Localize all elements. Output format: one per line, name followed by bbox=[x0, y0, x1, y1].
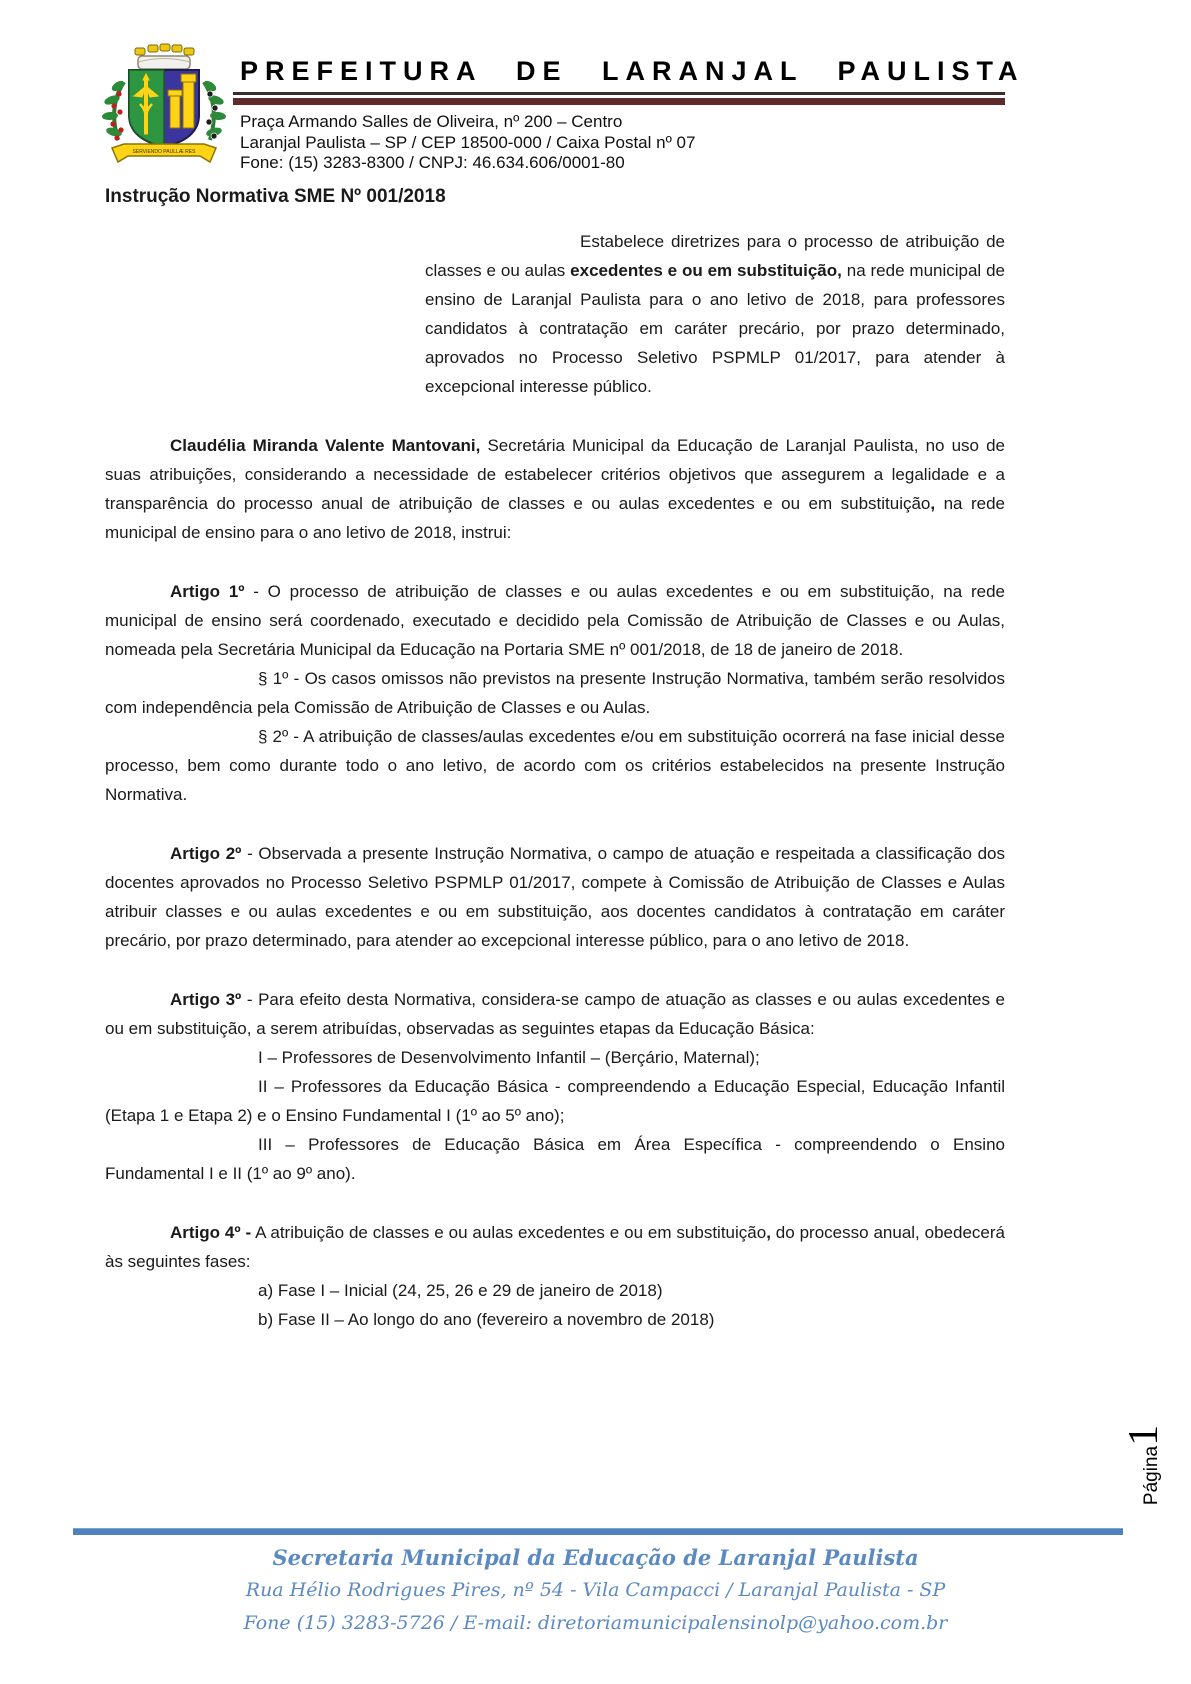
address-line: Praça Armando Salles de Oliveira, nº 200 – Centro bbox=[240, 112, 623, 131]
page-number bbox=[1120, 1409, 1166, 1521]
footer-contact: Fone (15) 3283-5726 / E-mail: diretoriamunicipalensinolp@yahoo.com.br bbox=[243, 1612, 948, 1634]
article-4-fase-a: a) Fase I – Inicial (24, 25, 26 e 29 de janeiro de 2018) bbox=[258, 1281, 663, 1300]
article-3-paragraph: Artigo 3º - Para efeito desta Normativa, considera-se campo de atuação as classes e ou aulas excedentes e ou em substituição, a serem atribuídas, observadas as seguintes etapas da Educação Básica: bbox=[105, 990, 1006, 1038]
municipality-title: PREFEITURA DE LARANJAL PAULISTA bbox=[240, 56, 1025, 86]
crest-crown bbox=[135, 44, 194, 69]
page-number-value: 1 bbox=[1121, 1424, 1167, 1446]
crest-branch-right bbox=[202, 79, 226, 140]
document-title: Instrução Normativa SME Nº 001/2018 bbox=[105, 186, 446, 207]
preamble-paragraph: Claudélia Miranda Valente Mantovani, Secretária Municipal da Educação de Laranjal Paulista, no uso de suas atribuições, considerando a necessidade de estabelecer critérios objetivos que assegurem a legalidade e a transparência do processo anual de atribuição de classes e ou aulas excedentes e ou em substituição, na rede municipal de ensino para o ano letivo de 2018, instrui: bbox=[105, 436, 1005, 542]
article-4-paragraph: Artigo 4º - A atribuição de classes e ou aulas excedentes e ou em substituição, do processo anual, obedecerá às seguintes fases: bbox=[105, 1223, 1005, 1271]
crest-shield bbox=[129, 70, 199, 147]
footer bbox=[0, 1541, 1191, 1640]
header-address bbox=[240, 112, 980, 174]
article-1-paragraph: Artigo 1º - O processo de atribuição de classes e ou aulas excedentes e ou em substituição, na rede municipal de ensino será coordenado, executado e decidido pela Comissão de Atribuição de Classes e ou Aulas, nomeada pela Secretária Municipal da Educação na Portaria SME nº 001/2018, de 18 de janeiro de 2018. bbox=[105, 582, 1005, 659]
coat-of-arms bbox=[94, 42, 234, 176]
crest-motto-text: SERVIENDO PAULLÆ RES bbox=[132, 149, 196, 155]
epigraph-paragraph: Estabelece diretrizes para o processo de atribuição de classes e ou aulas excedentes e ou em substituição, na rede municipal de ensino de Laranjal Paulista para o ano letivo de 2018, para professores candidatos à contratação em caráter precário, por prazo determinado, aprovados no Processo Seletivo PSPMLP 01/2017, para atender à excepcional interesse público. bbox=[425, 232, 1005, 396]
article-4-fase-b: b) Fase II – Ao longo do ano (fevereiro a novembro de 2018) bbox=[258, 1310, 715, 1329]
article-3-item-2: II – Professores da Educação Básica - compreendendo a Educação Especial, Educação Infantil (Etapa 1 e Etapa 2) e o Ensino Fundamental I (1º ao 5º ano); bbox=[105, 1077, 1005, 1125]
footer-secretariat: Secretaria Municipal da Educação de Laranjal Paulista bbox=[272, 1545, 919, 1570]
address-line: Laranjal Paulista – SP / CEP 18500-000 / Caixa Postal nº 07 bbox=[240, 132, 696, 152]
crest-branch-left bbox=[102, 79, 126, 141]
crest-banner bbox=[112, 144, 216, 162]
footer-address: Rua Hélio Rodrigues Pires, nº 54 - Vila Campacci / Laranjal Paulista - SP bbox=[245, 1579, 946, 1601]
page-number-word: Página bbox=[1141, 1445, 1162, 1506]
article-2-paragraph: Artigo 2º - Observada a presente Instrução Normativa, o campo de atuação e respeitada a classificação dos docentes aprovados no Processo Seletivo PSPMLP 01/2017, compete à Comissão de Atribuição de Classes e Aulas atribuir classes e ou aulas excedentes e ou em substituição, aos docentes candidatos à contratação em caráter precário, por prazo determinado, para atender ao excepcional interesse público, para o ano letivo de 2018. bbox=[105, 844, 1005, 950]
article-3-item-3: III – Professores de Educação Básica em Área Específica - compreendendo o Ensino Fundamental I e II (1º ao 9º ano). bbox=[105, 1135, 1005, 1183]
header-divider bbox=[233, 92, 1005, 105]
document-body bbox=[105, 182, 1005, 1334]
article-1-par2: § 2º - A atribuição de classes/aulas excedentes e/ou em substituição ocorrerá na fase inicial desse processo, bem como durante todo o ano letivo, de acordo com os critérios estabelecidos na presente Instrução Normativa. bbox=[105, 727, 1005, 804]
footer-divider bbox=[73, 1528, 1123, 1535]
article-3-item-1: I – Professores de Desenvolvimento Infantil – (Berçário, Maternal); bbox=[258, 1048, 760, 1067]
article-1-par1: § 1º - Os casos omissos não previstos na presente Instrução Normativa, também serão resolvidos com independência pela Comissão de Atribuição de Classes e ou Aulas. bbox=[105, 669, 1005, 717]
address-line: Fone: (15) 3283-8300 / CNPJ: 46.634.606/0001-80 bbox=[240, 153, 625, 172]
